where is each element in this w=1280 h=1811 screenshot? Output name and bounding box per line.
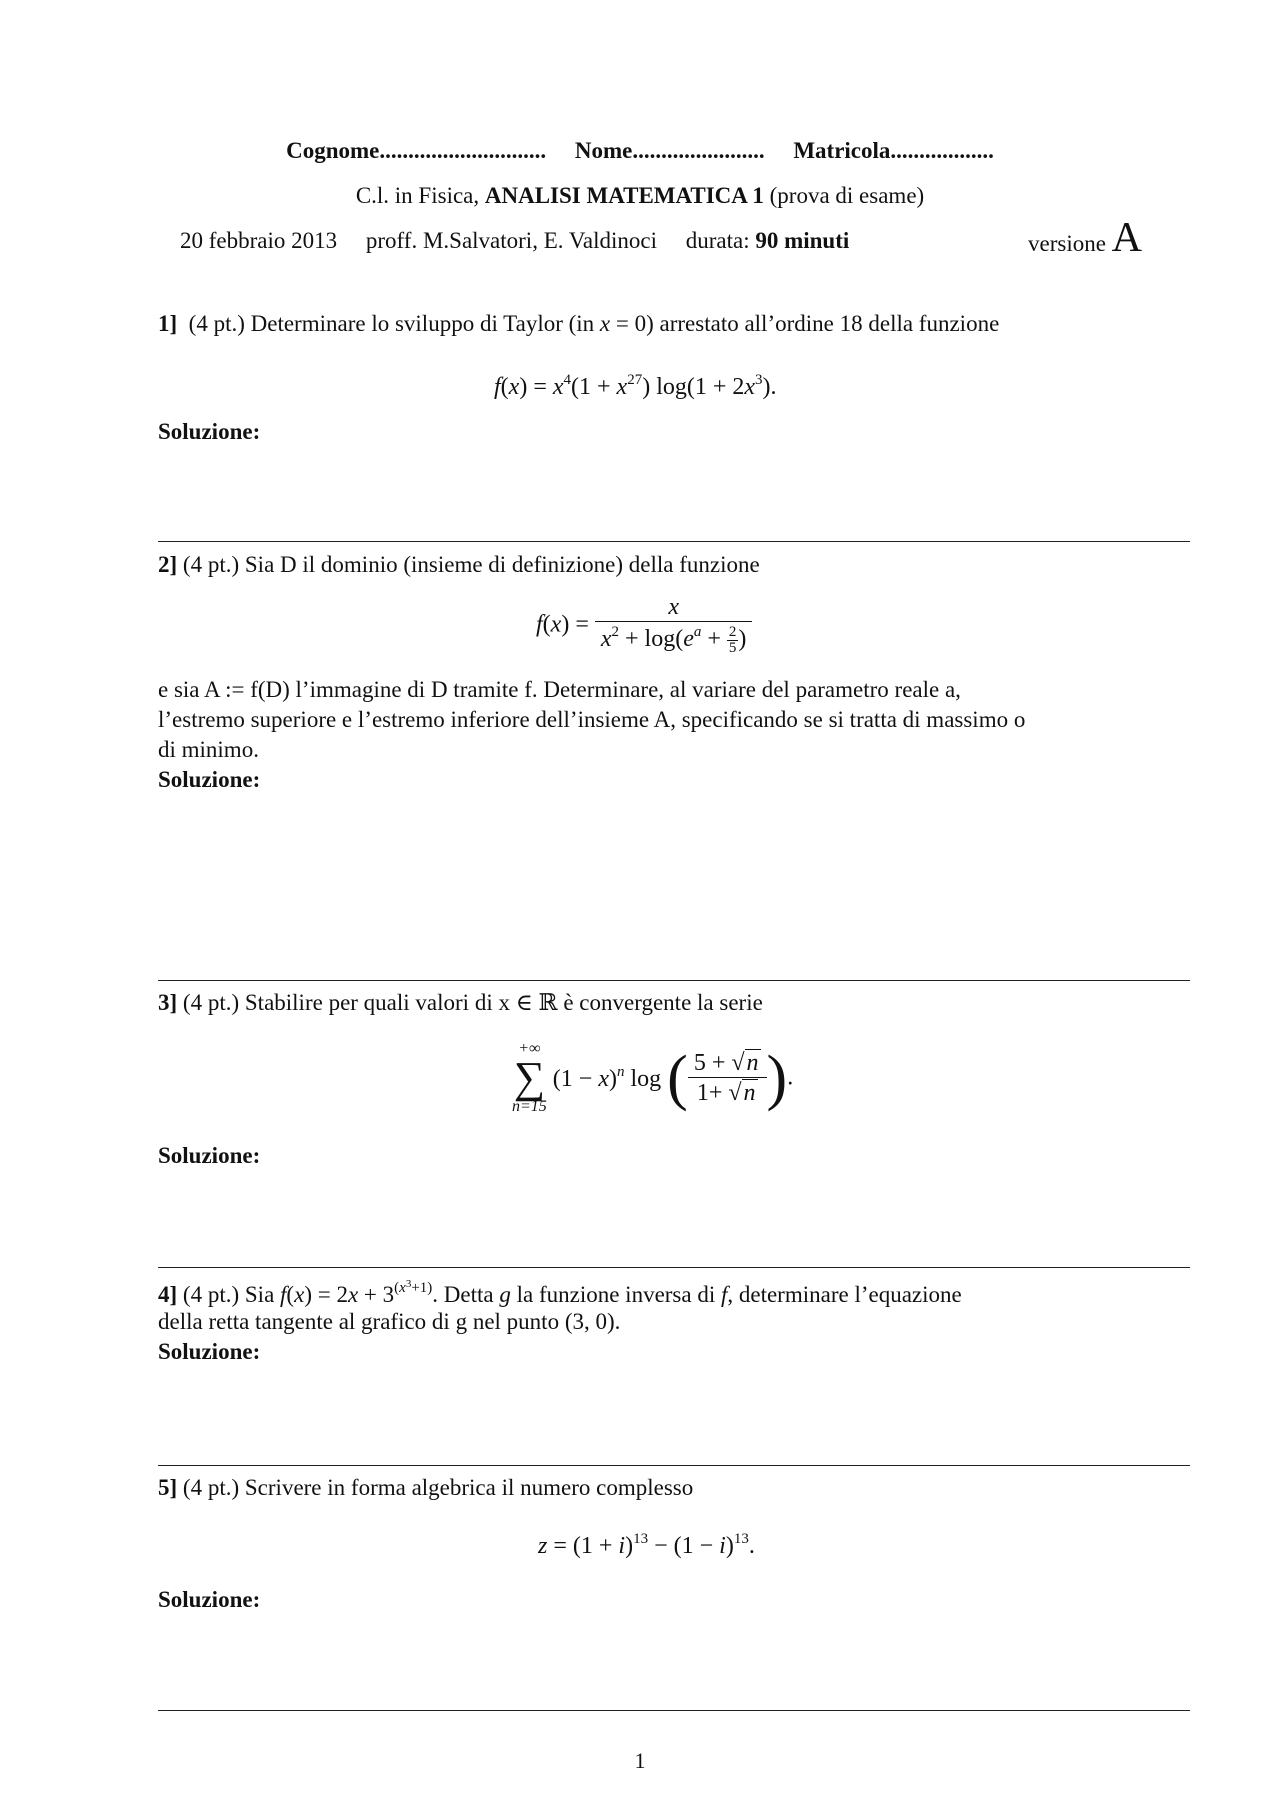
problem-5-number: 5] — [158, 1475, 178, 1500]
problem-1-solution-label: Soluzione: — [158, 419, 261, 444]
course-title: ANALISI MATEMATICA 1 — [484, 183, 764, 208]
problem-2-solution-label: Soluzione: — [158, 767, 261, 792]
problem-5-formula: $z = (1 + i)^{13} - (1 - i)^{13}$. — [538, 1531, 755, 1559]
problem-1-text-b: arrestato all’ordine 18 della funzione — [659, 311, 1000, 336]
problem-5-points: (4 pt.) — [182, 1475, 240, 1500]
problem-4-text-line2: della retta tangente al grafico di g nel punto (3, 0). — [158, 1309, 621, 1334]
version-label: versione — [1028, 231, 1106, 256]
divider — [158, 1710, 1190, 1711]
problem-3-text-line1: Stabilire per quali valori di x ∈ ℝ è convergente la serie — [244, 990, 763, 1015]
duration-label: durata: — [685, 228, 750, 253]
problem-3-formula: +∞ ∑ n=15 $(1 - x)^n$ log ( $\frac{5 + √n}{1+ √n}$ ). — [512, 1040, 794, 1115]
version-block — [1028, 214, 1142, 262]
nome-label: Nome....................... — [574, 138, 765, 163]
date-line — [180, 228, 849, 254]
problem-3-points: (4 pt.) — [182, 990, 240, 1015]
course-suffix: (prova di esame) — [769, 183, 925, 208]
divider — [158, 1267, 1190, 1268]
problem-3-solution-label: Soluzione: — [158, 1143, 261, 1168]
problem-2-text-line1: Sia D il dominio (insieme di definizione) della funzione — [244, 552, 760, 577]
problem-2-header — [158, 552, 760, 578]
problem-1-formula: $f(x) = x^4(1 + x^{27}) \log(1 + 2x^3)$. — [494, 372, 777, 400]
problem-4-points: (4 pt.) — [182, 1282, 240, 1307]
problem-5-text-line1: Scrivere in forma algebrica il numero complesso — [244, 1475, 694, 1500]
problem-1-points: (4 pt.) — [188, 311, 245, 336]
problem-1-number: 1] — [158, 311, 178, 336]
cognome-label: Cognome............................. — [286, 138, 547, 163]
divider — [158, 541, 1190, 542]
problem-2-points: (4 pt.) — [182, 552, 240, 577]
professors: proff. M.Salvatori, E. Valdinoci — [365, 228, 657, 253]
course-prefix: C.l. in Fisica, — [355, 183, 480, 208]
course-line — [0, 183, 1280, 209]
version-letter: A — [1111, 215, 1143, 261]
student-fields-line — [0, 138, 1280, 164]
problem-4-header: 4] (4 pt.) Sia $f(x) = 2x + 3^{(x^3+1)}$. Detta g la funzione inversa di f, determinare l’equazione — [158, 1278, 962, 1307]
problem-1-text-a: Determinare lo sviluppo di Taylor (in — [250, 311, 595, 336]
problem-3-header — [158, 990, 763, 1016]
problem-2-text-line4: di minimo. — [158, 737, 259, 762]
divider — [158, 1465, 1190, 1466]
problem-5-header — [158, 1475, 693, 1501]
problem-2-formula: f(x) = x $x^2 + \log(e^a$ + $\frac{2}{5}$ ) — [536, 594, 752, 656]
problem-2-text-line2: e sia A := f(D) l’immagine di D tramite f. Determinare, al variare del parametro reale a, — [158, 677, 961, 702]
problem-1-text: 1] (4 pt.) Determinare lo sviluppo di Taylor (in x = 0) arrestato all’ordine 18 della funzione — [158, 311, 1000, 336]
problem-5-solution-label: Soluzione: — [158, 1587, 261, 1612]
problem-3-number: 3] — [158, 990, 178, 1015]
exam-date: 20 febbraio 2013 — [180, 228, 338, 253]
problem-2-number: 2] — [158, 552, 178, 577]
page-number: 1 — [634, 1748, 646, 1773]
matricola-label: Matricola.................. — [793, 138, 994, 163]
problem-2-text-line3: l’estremo superiore e l’estremo inferiore dell’insieme A, specificando se si tratta di massimo o — [158, 707, 1026, 732]
problem-4-number: 4] — [158, 1282, 178, 1307]
duration-value: 90 minuti — [755, 228, 850, 253]
divider — [158, 980, 1190, 981]
problem-4-solution-label: Soluzione: — [158, 1339, 261, 1364]
